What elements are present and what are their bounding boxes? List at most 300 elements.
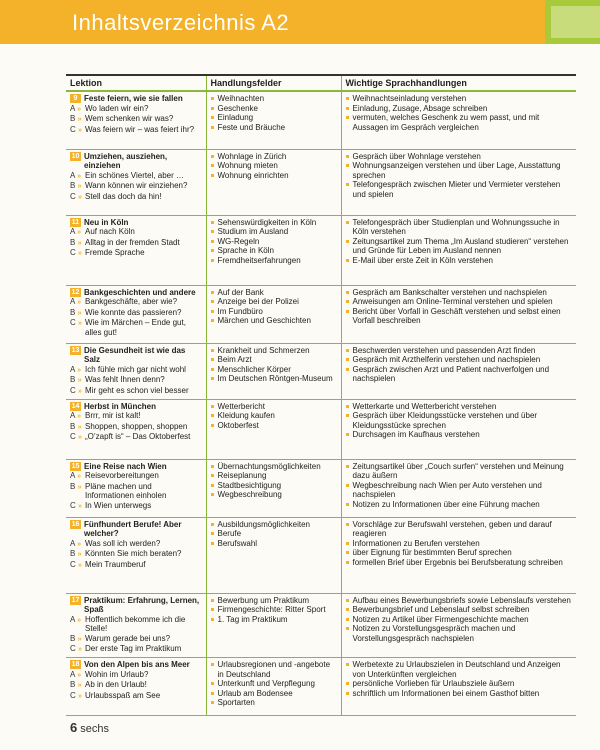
field-item: Ausbildungsmöglichkeiten [211, 520, 337, 530]
subsection-key [70, 238, 85, 249]
field-item: Berufe [211, 529, 337, 539]
subsection-title: Auf nach Köln [85, 227, 135, 237]
subsection-key [70, 171, 85, 182]
lesson-number-badge: 17 [71, 596, 80, 604]
subsection-title: Urlaubsspaß am See [85, 690, 161, 700]
subsection-letter: B [70, 114, 76, 124]
lesson-title: Die Gesundheit ist wie das Salz [84, 345, 186, 365]
subsection-key [70, 615, 85, 634]
subsection-key [70, 549, 85, 560]
subsection-key [70, 644, 85, 655]
lesson-subsection [70, 411, 202, 422]
subsection-letter: A [70, 538, 75, 548]
field-item: Auf der Bank [211, 288, 337, 298]
field-item: Weihnachten [211, 94, 337, 104]
subsection-key [70, 375, 85, 386]
table-row [66, 517, 576, 593]
lesson-subsection [70, 560, 202, 571]
actions-cell [341, 91, 576, 149]
lesson-title: Bankgeschichten und andere [84, 287, 196, 297]
subsection-letter: C [70, 124, 76, 134]
fields-list [211, 402, 337, 431]
field-item: Übernachtungsmöglichkeiten [211, 462, 337, 472]
subsection-title: „O’zapft is“ – Das Oktoberfest [85, 432, 191, 442]
action-item: Bericht über Vorfall in Geschäft verstehen und selbst einen Vorfall beschreiben [346, 307, 573, 326]
col-header-handlungsfelder: Handlungsfelder [206, 75, 341, 91]
table-row [66, 285, 576, 343]
arrow-icon: » [78, 320, 82, 328]
lesson-heading [70, 520, 202, 539]
actions-cell [341, 343, 576, 399]
arrow-icon: » [77, 183, 82, 191]
action-item: vermuten, welches Geschenk zu wem passt, und mit Aussagen im Gespräch vergleichen [346, 113, 573, 132]
fields-list [211, 218, 337, 266]
action-item: Notizen zu Vorstellungsgespräch machen und Vorstellungsgespräch nachspielen [346, 624, 573, 643]
subsection-letter: C [70, 432, 76, 442]
subsection-letter: C [70, 690, 76, 700]
fields-list [211, 346, 337, 384]
fields-cell [206, 658, 341, 716]
field-item: Sportarten [211, 698, 337, 708]
lesson-subsection [70, 386, 202, 397]
page-footer [70, 720, 109, 735]
arrow-icon: » [78, 126, 82, 134]
table-row [66, 658, 576, 716]
lesson-heading [70, 288, 202, 298]
action-item: Informationen zu Berufen verstehen [346, 539, 573, 549]
field-item: Stadtbesichtigung [211, 481, 337, 491]
subsection-key [70, 422, 85, 433]
subsection-title: Hoffentlich bekomme ich die Stelle! [85, 614, 186, 634]
actions-list [346, 152, 573, 200]
subsection-title: Shoppen, shoppen, shoppen [85, 421, 188, 431]
subsection-title: Was soll ich werden? [85, 538, 161, 548]
subsection-key [70, 318, 85, 337]
subsection-title: In Wien unterwegs [85, 500, 152, 510]
action-item: Notizen zu Informationen über eine Führung machen [346, 500, 573, 510]
table-row [66, 149, 576, 215]
arrow-icon: » [78, 561, 82, 569]
lesson-subsection [70, 539, 202, 550]
actions-list [346, 94, 573, 132]
field-item: Studium im Ausland [211, 227, 337, 237]
lesson-cell [66, 91, 206, 149]
fields-cell [206, 149, 341, 215]
page-number-word: sechs [80, 723, 109, 735]
lesson-number-badge: 10 [71, 152, 80, 160]
subsection-letter: C [70, 191, 76, 201]
field-item: Fremdheitserfahrungen [211, 256, 337, 266]
arrow-icon: » [77, 172, 82, 180]
subsection-title: Reisevorbereitungen [85, 471, 159, 481]
lesson-heading [70, 94, 202, 104]
subsection-letter: B [70, 680, 76, 690]
lesson-title: Herbst in München [84, 401, 157, 411]
lesson-subsection [70, 432, 202, 443]
lesson-subsection [70, 615, 202, 634]
subsection-letter: A [70, 411, 75, 421]
subsection-key [70, 365, 85, 376]
fields-list [211, 288, 337, 326]
action-item: formellen Brief über Ergebnis bei Berufsberatung schreiben [346, 558, 573, 568]
lesson-number-badge: 14 [71, 402, 80, 410]
lesson-subsection [70, 501, 202, 512]
subsection-title: Der erste Tag im Praktikum [85, 644, 182, 654]
fields-cell [206, 343, 341, 399]
section-tab [545, 0, 600, 44]
lesson-subsection [70, 644, 202, 655]
arrow-icon: » [77, 377, 82, 385]
subsection-title: Warum gerade bei uns? [85, 633, 171, 643]
field-item: Beim Arzt [211, 355, 337, 365]
fields-list [211, 596, 337, 625]
lesson-subsection [70, 297, 202, 308]
lesson-subsection [70, 691, 202, 702]
subsection-key [70, 482, 85, 501]
subsection-letter: A [70, 669, 75, 679]
lesson-cell [66, 399, 206, 459]
action-item: Anweisungen am Online-Terminal verstehen und spielen [346, 297, 573, 307]
page-number: 6 [70, 720, 78, 735]
field-item: Urlaub am Bodensee [211, 689, 337, 699]
fields-list [211, 152, 337, 181]
actions-cell [341, 459, 576, 517]
actions-cell [341, 517, 576, 593]
action-item: Telefongespräch zwischen Mieter und Vermieter verstehen und spielen [346, 180, 573, 199]
subsection-letter: B [70, 307, 76, 317]
fields-list [211, 660, 337, 708]
action-item: persönliche Vorlieben für Urlaubsziele äußern [346, 679, 573, 689]
lesson-subsection [70, 114, 202, 125]
fields-cell [206, 459, 341, 517]
lesson-subsection [70, 238, 202, 249]
field-item: Firmengeschichte: Ritter Sport [211, 605, 337, 615]
field-item: 1. Tag im Praktikum [211, 615, 337, 625]
lesson-subsection [70, 365, 202, 376]
lesson-subsection [70, 482, 202, 501]
subsection-letter: C [70, 248, 76, 258]
subsection-letter: A [70, 170, 75, 180]
arrow-icon: » [77, 229, 82, 237]
lesson-subsection [70, 181, 202, 192]
actions-list [346, 462, 573, 510]
subsection-letter: B [70, 633, 76, 643]
subsection-title: Könnten Sie mich beraten? [85, 549, 182, 559]
action-item: Gespräch zwischen Arzt und Patient nachverfolgen und nachspielen [346, 365, 573, 384]
arrow-icon: » [77, 299, 82, 307]
field-item: WG-Regeln [211, 237, 337, 247]
subsection-letter: C [70, 559, 76, 569]
subsection-title: Fremde Sprache [85, 248, 145, 258]
table-row [66, 91, 576, 149]
page-title: Inhaltsverzeichnis A2 [72, 10, 290, 35]
actions-list [346, 596, 573, 644]
action-item: Einladung, Zusage, Absage schreiben [346, 104, 573, 114]
lesson-subsection [70, 192, 202, 203]
subsection-key [70, 181, 85, 192]
arrow-icon: » [77, 551, 82, 559]
field-item: Wohnung mieten [211, 161, 337, 171]
lesson-subsection [70, 125, 202, 136]
subsection-key [70, 634, 85, 645]
subsection-title: Wie im Märchen – Ende gut, alles gut! [85, 318, 186, 337]
lesson-subsection [70, 318, 202, 337]
subsection-letter: C [70, 385, 76, 395]
actions-list [346, 288, 573, 326]
field-item: Im Deutschen Röntgen-Museum [211, 374, 337, 384]
lesson-title: Praktikum: Erfahrung, Lernen, Spaß [84, 595, 200, 615]
subsection-title: Mir geht es schon viel besser [85, 385, 189, 395]
subsection-key [70, 670, 85, 681]
action-item: E-Mail über erste Zeit in Köln verstehen [346, 256, 573, 266]
subsection-key [70, 386, 85, 397]
subsection-letter: C [70, 644, 76, 654]
subsection-letter: A [70, 614, 75, 624]
lesson-title: Eine Reise nach Wien [84, 461, 167, 471]
lesson-cell [66, 149, 206, 215]
subsection-title: Wann können wir einziehen? [85, 181, 188, 191]
lesson-number-badge: 16 [71, 520, 80, 528]
field-item: Kleidung kaufen [211, 411, 337, 421]
lesson-cell [66, 285, 206, 343]
fields-list [211, 462, 337, 500]
field-item: Berufswahl [211, 539, 337, 549]
action-item: Wohnungsanzeigen verstehen und über Lage, Ausstattung sprechen [346, 161, 573, 180]
field-item: Anzeige bei der Polizei [211, 297, 337, 307]
subsection-title: Ein schönes Viertel, aber … [85, 170, 185, 180]
subsection-key [70, 411, 85, 422]
arrow-icon: » [77, 413, 82, 421]
subsection-letter: B [70, 237, 76, 247]
action-item: Gespräch über Kleidungsstücke verstehen und über Kleidungsstücke sprechen [346, 411, 573, 430]
action-item: über Eignung für bestimmten Beruf sprechen [346, 548, 573, 558]
arrow-icon: » [78, 387, 82, 395]
subsection-title: Wie konnte das passieren? [85, 307, 182, 317]
subsection-key [70, 308, 85, 319]
field-item: Sprache in Köln [211, 246, 337, 256]
table-row [66, 343, 576, 399]
field-item: Im Fundbüro [211, 307, 337, 317]
lesson-subsection [70, 104, 202, 115]
subsection-key [70, 501, 85, 512]
lesson-title: Fünfhundert Berufe! Aber welcher? [84, 519, 182, 539]
header-bar [0, 0, 600, 44]
subsection-title: Ab in den Urlaub! [85, 680, 147, 690]
subsection-key [70, 227, 85, 238]
action-item: Zeitungsartikel zum Thema „Im Ausland studieren“ verstehen und Gründe für Leben im Ausland nennen [346, 237, 573, 256]
lesson-number-badge: 9 [70, 94, 81, 103]
lesson-subsection [70, 171, 202, 182]
col-header-lektion: Lektion [66, 75, 206, 91]
subsection-letter: A [70, 471, 75, 481]
action-item: Gespräch mit Arzthelferin verstehen und nachspielen [346, 355, 573, 365]
subsection-letter: B [70, 481, 76, 491]
lesson-heading [70, 152, 202, 171]
arrow-icon: » [77, 483, 82, 491]
subsection-letter: C [70, 500, 76, 510]
subsection-key [70, 691, 85, 702]
lesson-heading [70, 218, 202, 228]
subsection-letter: A [70, 297, 75, 307]
field-item: Geschenke [211, 104, 337, 114]
lesson-number-badge: 12 [71, 288, 80, 296]
lesson-heading [70, 462, 202, 472]
field-item: Wetterbericht [211, 402, 337, 412]
subsection-letter: C [70, 318, 76, 328]
arrow-icon: » [78, 193, 82, 201]
lesson-subsection [70, 471, 202, 482]
subsection-key [70, 432, 85, 443]
lesson-cell [66, 658, 206, 716]
field-item: Wohnung einrichten [211, 171, 337, 181]
lesson-number-badge: 15 [71, 462, 80, 470]
lesson-number-badge: 11 [71, 218, 80, 226]
subsection-letter: B [70, 549, 76, 559]
action-item: Zeitungsartikel über „Couch surfen“ verstehen und Meinung dazu äußern [346, 462, 573, 481]
actions-cell [341, 593, 576, 658]
arrow-icon: » [77, 423, 82, 431]
lesson-title: Neu in Köln [84, 217, 129, 227]
contents-table [66, 74, 576, 716]
arrow-icon: » [78, 502, 82, 510]
actions-list [346, 520, 573, 568]
field-item: Einladung [211, 113, 337, 123]
action-item: Werbetexte zu Urlaubszielen in Deutschland und Anzeigen von Unterkünften vergleichen [346, 660, 573, 679]
arrow-icon: » [78, 646, 82, 654]
subsection-key [70, 114, 85, 125]
subsection-letter: A [70, 364, 75, 374]
lesson-subsection [70, 422, 202, 433]
fields-cell [206, 91, 341, 149]
table-body [66, 91, 576, 716]
field-item: Unterkunft und Verpflegung [211, 679, 337, 689]
subsection-title: Ich fühle mich gar nicht wohl [85, 364, 186, 374]
lesson-cell [66, 459, 206, 517]
subsection-title: Wem schenken wir was? [85, 114, 174, 124]
subsection-letter: B [70, 181, 76, 191]
fields-list [211, 520, 337, 549]
action-item: Gespräch am Bankschalter verstehen und nachspielen [346, 288, 573, 298]
action-item: Wetterkarte und Wetterbericht verstehen [346, 402, 573, 412]
arrow-icon: » [77, 635, 82, 643]
lesson-title: Von den Alpen bis ans Meer [84, 660, 190, 670]
table-row [66, 215, 576, 285]
field-item: Feste und Bräuche [211, 123, 337, 133]
subsection-title: Bankgeschäfte, aber wie? [85, 297, 178, 307]
subsection-title: Stell das doch da hin! [85, 191, 162, 201]
subsection-title: Wohin im Urlaub? [85, 669, 149, 679]
arrow-icon: » [77, 540, 82, 548]
subsection-letter: A [70, 103, 75, 113]
fields-cell [206, 285, 341, 343]
table-header-row [66, 75, 576, 91]
lesson-cell [66, 593, 206, 658]
subsection-key [70, 125, 85, 136]
subsection-title: Wo laden wir ein? [85, 103, 149, 113]
action-item: Aufbau eines Bewerbungsbriefs sowie Lebenslaufs verstehen [346, 596, 573, 606]
lesson-subsection [70, 248, 202, 259]
lesson-subsection [70, 680, 202, 691]
subsection-title: Brrr, mir ist kalt! [85, 411, 141, 421]
field-item: Reiseplanung [211, 471, 337, 481]
subsection-title: Pläne machen und Informationen einholen [85, 481, 167, 501]
field-item: Märchen und Geschichten [211, 316, 337, 326]
lesson-number-badge: 18 [71, 661, 80, 669]
actions-cell [341, 285, 576, 343]
lesson-subsection [70, 670, 202, 681]
action-item: Vorschläge zur Berufswahl verstehen, geben und darauf reagieren [346, 520, 573, 539]
subsection-key [70, 248, 85, 259]
arrow-icon: » [77, 309, 82, 317]
fields-cell [206, 399, 341, 459]
field-item: Menschlicher Körper [211, 365, 337, 375]
field-item: Krankheit und Schmerzen [211, 346, 337, 356]
subsection-key [70, 539, 85, 550]
actions-cell [341, 399, 576, 459]
arrow-icon: » [78, 692, 82, 700]
table-row [66, 459, 576, 517]
lesson-heading [70, 660, 202, 670]
subsection-key [70, 680, 85, 691]
contents-table-frame [66, 74, 576, 716]
field-item: Bewerbung um Praktikum [211, 596, 337, 606]
lesson-heading [70, 402, 202, 412]
col-header-sprachhandlungen: Wichtige Sprachhandlungen [341, 75, 576, 91]
fields-list [211, 94, 337, 132]
action-item: Notizen zu Artikel über Firmengeschichte machen [346, 615, 573, 625]
subsection-title: Was feiern wir – was feiert ihr? [85, 124, 195, 134]
arrow-icon: » [77, 616, 82, 624]
field-item: Wegbeschreibung [211, 490, 337, 500]
table-row [66, 593, 576, 658]
arrow-icon: » [77, 239, 82, 247]
field-item: Urlaubsregionen und -angebote in Deutschland [211, 660, 337, 679]
subsection-key [70, 560, 85, 571]
lesson-title: Umziehen, ausziehen, einziehen [84, 151, 168, 171]
action-item: Telefongespräch über Studienplan und Wohnungssuche in Köln verstehen [346, 218, 573, 237]
field-item: Oktoberfest [211, 421, 337, 431]
subsection-title: Mein Traumberuf [85, 559, 146, 569]
lesson-cell [66, 343, 206, 399]
field-item: Sehenswürdigkeiten in Köln [211, 218, 337, 228]
lesson-subsection [70, 227, 202, 238]
lesson-heading [70, 596, 202, 615]
subsection-title: Alltag in der fremden Stadt [85, 237, 180, 247]
arrow-icon: » [77, 366, 82, 374]
arrow-icon: » [77, 682, 82, 690]
action-item: Weihnachtseinladung verstehen [346, 94, 573, 104]
arrow-icon: » [77, 473, 82, 481]
actions-list [346, 402, 573, 440]
arrow-icon: » [77, 671, 82, 679]
subsection-key [70, 192, 85, 203]
action-item: Bewerbungsbrief und Lebenslauf selbst schreiben [346, 605, 573, 615]
actions-list [346, 660, 573, 698]
fields-cell [206, 517, 341, 593]
action-item: schriftlich um Informationen bei einem Gasthof bitten [346, 689, 573, 699]
subsection-key [70, 297, 85, 308]
arrow-icon: » [77, 116, 82, 124]
action-item: Wegbeschreibung nach Wien per Auto verstehen und nachspielen [346, 481, 573, 500]
action-item: Beschwerden verstehen und passenden Arzt finden [346, 346, 573, 356]
action-item: Gespräch über Wohnlage verstehen [346, 152, 573, 162]
lesson-heading [70, 346, 202, 365]
arrow-icon: » [78, 434, 82, 442]
section-tab-inner [551, 6, 600, 38]
subsection-letter: A [70, 227, 75, 237]
lesson-title: Feste feiern, wie sie fallen [84, 94, 183, 103]
lesson-cell [66, 215, 206, 285]
